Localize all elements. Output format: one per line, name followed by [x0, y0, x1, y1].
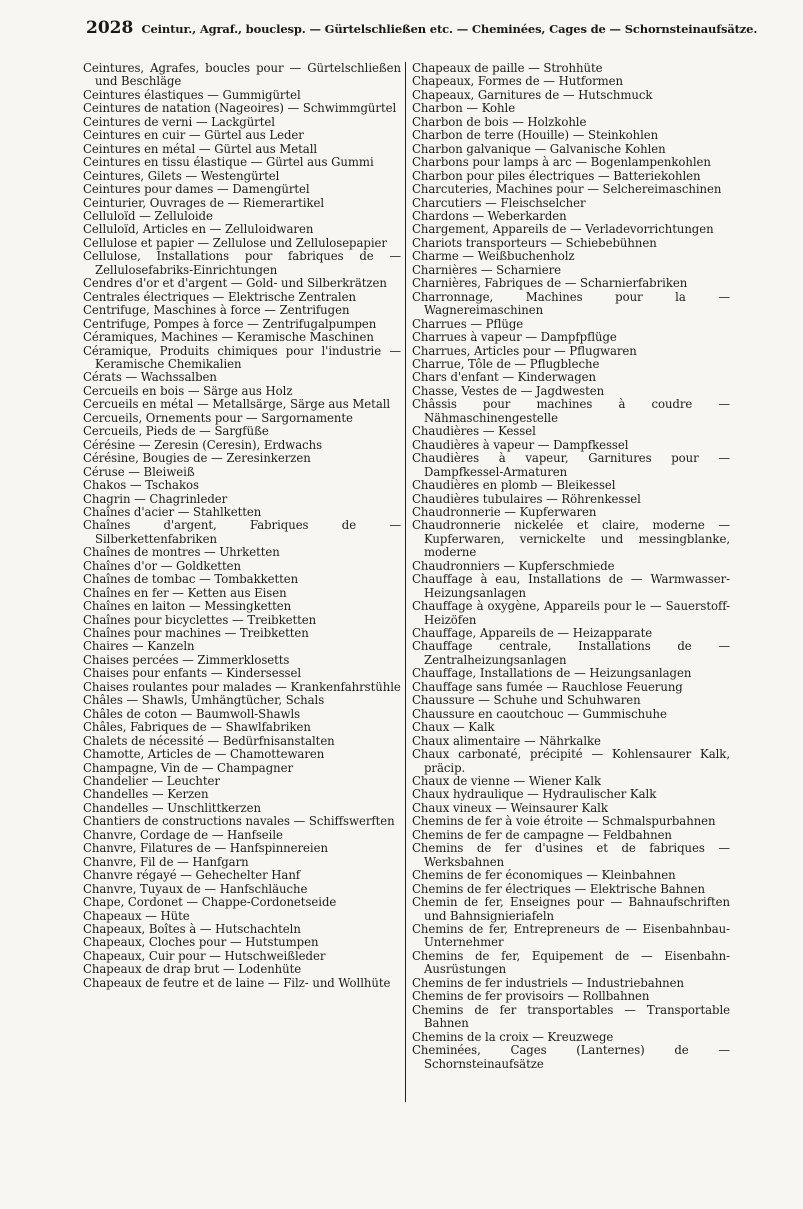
dictionary-entry: Chandelier — Leuchter	[83, 774, 220, 789]
dictionary-entry: Cendres d'or et d'argent — Gold- und Silberkrätzen	[83, 276, 387, 291]
dictionary-entry: Chapeaux, Garnitures de — Hutschmuck	[412, 87, 653, 102]
dictionary-entry: Chaudières tubulaires — Röhrenkessel	[412, 491, 641, 506]
dictionary-entry: Centrales électriques — Elektrische Zentralen	[83, 289, 356, 304]
dictionary-entry: Chemins de fer de campagne — Feldbahnen	[412, 827, 672, 842]
dictionary-entry: Charronnage, Machines pour la — Wagnereimaschinen	[412, 289, 730, 318]
dictionary-entry: Cérésine — Zeresin (Ceresin), Erdwachs	[83, 437, 323, 452]
dictionary-entry: Chapeaux, Cuir pour — Hutschweißleder	[83, 948, 326, 963]
dictionary-entry: Chemins de fer d'usines et de fabriques — Werksbahnen	[412, 841, 730, 869]
page-number: 2028	[86, 18, 134, 38]
dictionary-entry: Charrues à vapeur — Dampfpflüge	[412, 330, 617, 345]
dictionary-entry: Charrues, Articles pour — Pflugwaren	[412, 343, 637, 358]
dictionary-entry: Chaudières en plomb — Bleikessel	[412, 478, 616, 493]
dictionary-entry: Chaînes en fer — Ketten aus Eisen	[83, 585, 287, 600]
dictionary-entry: Celluloïd, Articles en — Zelluloidwaren	[83, 222, 314, 237]
dictionary-entry: Centrifuge, Maschines à force — Zentrifugen	[83, 303, 350, 318]
dictionary-entry: Chemins de fer, Entrepreneurs de — Eisenbahnbau-Unternehmer	[412, 922, 730, 950]
dictionary-entry: Ceintures, Agrafes, boucles pour — Gürtelschließen und Beschläge	[83, 61, 401, 89]
dictionary-entry: Chaux vineux — Weinsaurer Kalk	[412, 800, 608, 815]
dictionary-entry: Ceintures de verni — Lackgürtel	[83, 114, 275, 129]
dictionary-entry: Charbon de bois — Holzkohle	[412, 114, 587, 129]
dictionary-entry: Chaînes pour machines — Treibketten	[83, 626, 309, 641]
dictionary-entry: Chemin de fer, Enseignes pour — Bahnaufschriften und Bahnsignieriafeln	[412, 895, 730, 923]
dictionary-entry: Chanvre régayé — Gehechelter Hanf	[83, 868, 301, 883]
dictionary-entry: Chauffage, Installations de — Heizungsanlagen	[412, 666, 692, 681]
dictionary-entry: Chaudières — Kessel	[412, 424, 536, 439]
column-divider	[405, 62, 406, 1102]
dictionary-entry: Charnières — Scharniere	[412, 262, 561, 277]
dictionary-entry: Chaux de vienne — Wiener Kalk	[412, 774, 602, 789]
left-column	[83, 62, 401, 990]
dictionary-entry: Cheminées, Cages (Lanternes) de — Schornsteinaufsätze	[412, 1043, 730, 1071]
dictionary-entry: Cellulose et papier — Zellulose und Zellulosepapier	[83, 235, 387, 250]
dictionary-entry: Chaudières à vapeur — Dampfkessel	[412, 437, 629, 452]
dictionary-entry: Ceintures, Gilets — Westengürtel	[83, 168, 280, 183]
dictionary-entry: Cercueils, Ornements pour — Sargornamente	[83, 410, 353, 425]
dictionary-entry: Chalets de nécessité — Bedürfnisanstalten	[83, 733, 335, 748]
right-column	[409, 62, 730, 1071]
dictionary-entry: Chaussure en caoutchouc — Gummischuhe	[412, 706, 667, 721]
dictionary-entry: Ceintures en métal — Gürtel aus Metall	[83, 141, 318, 156]
dictionary-entry: Ceinturier, Ouvrages de — Riemerartikel	[83, 195, 325, 210]
dictionary-entry: Céramiques, Machines — Keramische Maschinen	[83, 330, 374, 345]
dictionary-entry: Chariots transporteurs — Schiebebühnen	[412, 235, 657, 250]
dictionary-entry: Ceintures élastiques — Gummigürtel	[83, 87, 301, 102]
dictionary-entry: Chaudronniers — Kupferschmiede	[412, 558, 615, 573]
dictionary-entry: Chaînes d'argent, Fabriques de — Silberkettenfabriken	[83, 518, 401, 546]
dictionary-entry: Charbon galvanique — Galvanische Kohlen	[412, 141, 666, 156]
dictionary-entry: Chaînes d'acier — Stahlketten	[83, 504, 262, 519]
dictionary-entry: Chaussure — Schuhe und Schuhwaren	[412, 693, 641, 708]
dictionary-entry: Chaires — Kanzeln	[83, 639, 195, 654]
dictionary-entry: Chauffage centrale, Installations de — Zentralheizungsanlagen	[412, 639, 730, 667]
dictionary-entry: Charrues — Pflüge	[412, 316, 524, 331]
dictionary-entry: Chemins de fer à voie étroite — Schmalspurbahnen	[412, 814, 716, 829]
dictionary-entry: Châles de coton — Baumwoll-Shawls	[83, 706, 301, 721]
dictionary-entry: Chandelles — Unschlittkerzen	[83, 800, 261, 815]
dictionary-entry: Cérésine, Bougies de — Zeresinkerzen	[83, 451, 311, 466]
dictionary-entry: Cercueils, Pieds de — Sargfüße	[83, 424, 269, 439]
dictionary-entry: Céruse — Bleiweiß	[83, 464, 195, 479]
dictionary-entry: Chaudronnerie nickelée et claire, moderne — Kupferwaren, vernickelte und messingblanke, moderne	[412, 518, 730, 560]
dictionary-entry: Charcuteries, Machines pour — Selchereimaschinen	[412, 182, 722, 197]
dictionary-entry: Charbon de terre (Houille) — Steinkohlen	[412, 128, 659, 143]
dictionary-entry: Chaises pour enfants — Kindersessel	[83, 666, 302, 681]
dictionary-entry: Chakos — Tschakos	[83, 478, 199, 493]
page-header	[86, 18, 758, 38]
dictionary-entry: Cercueils en métal — Metallsärge, Särge aus Metall	[83, 397, 391, 412]
dictionary-entry: Charcutiers — Fleischselcher	[412, 195, 586, 210]
dictionary-entry: Châles, Fabriques de — Shawlfabriken	[83, 720, 311, 735]
dictionary-entry: Châles — Shawls, Umhängtücher, Schals	[83, 693, 325, 708]
dictionary-entry: Chandelles — Kerzen	[83, 787, 209, 802]
dictionary-entry: Charbons pour lamps à arc — Bogenlampenkohlen	[412, 155, 711, 170]
dictionary-entry: Chaises percées — Zimmerklosetts	[83, 652, 290, 667]
dictionary-entry: Chaînes de tombac — Tombakketten	[83, 572, 299, 587]
dictionary-entry: Cercueils en bois — Särge aus Holz	[83, 383, 293, 398]
dictionary-entry: Chapeaux de feutre et de laine — Filz- und Wollhüte	[83, 975, 391, 990]
dictionary-entry: Ceintures en tissu élastique — Gürtel aus Gummi	[83, 155, 374, 170]
dictionary-entry: Charbon pour piles électriques — Batteriekohlen	[412, 168, 701, 183]
dictionary-entry: Châssis pour machines à coudre — Nähmaschinengestelle	[412, 397, 730, 425]
dictionary-entry: Chaudières à vapeur, Garnitures pour — Dampfkessel-Armaturen	[412, 451, 730, 479]
dictionary-entry: Chauffage à oxygène, Appareils pour le — Sauerstoff-Heizöfen	[412, 599, 730, 627]
dictionary-entry: Chaînes d'or — Goldketten	[83, 558, 241, 573]
dictionary-entry: Chanvre, Cordage de — Hanfseile	[83, 827, 283, 842]
dictionary-entry: Chapeaux, Formes de — Hutformen	[412, 74, 624, 89]
dictionary-entry: Chauffage, Appareils de — Heizapparate	[412, 626, 653, 641]
dictionary-entry: Chemins de fer provisoirs — Rollbahnen	[412, 989, 650, 1004]
dictionary-entry: Chapeaux de drap brut — Lodenhüte	[83, 962, 302, 977]
dictionary-entry: Chamotte, Articles de — Chamottewaren	[83, 747, 325, 762]
dictionary-entry: Chaises roulantes pour malades — Krankenfahrstühle	[83, 679, 401, 694]
dictionary-entry: Chauffage à eau, Installations de — Warmwasser-Heizungsanlagen	[412, 572, 730, 600]
dictionary-entry: Chardons — Weberkarden	[412, 208, 567, 223]
dictionary-entry: Chapeaux — Hüte	[83, 908, 190, 923]
dictionary-entry: Chaudronnerie — Kupferwaren	[412, 504, 597, 519]
dictionary-entry: Chanvre, Tuyaux de — Hanfschläuche	[83, 881, 308, 896]
dictionary-entry: Ceintures pour dames — Damengürtel	[83, 182, 310, 197]
dictionary-entry: Chemins de la croix — Kreuzwege	[412, 1029, 614, 1044]
dictionary-entry: Chauffage sans fumée — Rauchlose Feuerung	[412, 679, 683, 694]
dictionary-entry: Chapeaux de paille — Strohhüte	[412, 61, 603, 75]
running-head: Ceintur., Agraf., bouclesp. — Gürtelschließen etc. — Cheminées, Cages de — Schornsteinaufsätze.	[141, 22, 758, 36]
dictionary-entry: Chaux — Kalk	[412, 720, 495, 735]
dictionary-entry: Celluloïd — Zelluloide	[83, 208, 213, 223]
dictionary-entry: Ceintures de natation (Nageoires) — Schwimmgürtel	[83, 101, 397, 116]
dictionary-entry: Chargement, Appareils de — Verladevorrichtungen	[412, 222, 714, 237]
dictionary-entry: Chemins de fer, Equipement de — Eisenbahn-Ausrüstungen	[412, 948, 730, 977]
dictionary-entry: Chantiers de constructions navales — Schiffswerften	[83, 814, 395, 829]
dictionary-entry: Chape, Cordonet — Chappe-Cordonetseide	[83, 895, 337, 910]
dictionary-entry: Chasse, Vestes de — Jagdwesten	[412, 383, 605, 398]
dictionary-entry: Chanvre, Fil de — Hanfgarn	[83, 854, 249, 869]
dictionary-entry: Chemins de fer économiques — Kleinbahnen	[412, 868, 676, 883]
dictionary-entry: Charrue, Tôle de — Pflugbleche	[412, 356, 600, 371]
dictionary-entry: Ceintures en cuir — Gürtel aus Leder	[83, 128, 304, 143]
dictionary-entry: Chaux carbonaté, précipité — Kohlensaurer Kalk, präcip.	[412, 747, 730, 775]
dictionary-entry: Chaînes en laiton — Messingketten	[83, 599, 292, 614]
dictionary-entry: Chanvre, Filatures de — Hanfspinnereien	[83, 841, 328, 856]
dictionary-entry: Charme — Weißbuchenholz	[412, 249, 575, 264]
dictionary-entry: Cérats — Wachssalben	[83, 370, 217, 385]
dictionary-entry: Chemins de fer électriques — Elektrische Bahnen	[412, 881, 705, 896]
dictionary-entry: Chars d'enfant — Kinderwagen	[412, 370, 596, 385]
dictionary-entry: Chaux alimentaire — Nährkalke	[412, 733, 601, 748]
dictionary-entry: Chemins de fer transportables — Transportable Bahnen	[412, 1002, 730, 1031]
dictionary-entry: Chaînes pour bicyclettes — Treibketten	[83, 612, 317, 627]
dictionary-entry: Chagrin — Chagrinleder	[83, 491, 228, 506]
dictionary-entry: Céramique, Produits chimiques pour l'industrie — Keramische Chemikalien	[83, 343, 401, 371]
dictionary-entry: Centrifuge, Pompes à force — Zentrifugalpumpen	[83, 316, 377, 331]
dictionary-entry: Charnières, Fabriques de — Scharnierfabriken	[412, 276, 688, 291]
dictionary-entry: Chemins de fer industriels — Industriebahnen	[412, 975, 685, 990]
dictionary-entry: Chaînes de montres — Uhrketten	[83, 545, 280, 560]
dictionary-entry: Champagne, Vin de — Champagner	[83, 760, 294, 775]
dictionary-entry: Chaux hydraulique — Hydraulischer Kalk	[412, 787, 657, 802]
dictionary-entry: Chapeaux, Cloches pour — Hutstumpen	[83, 935, 319, 950]
dictionary-entry: Cellulose, Installations pour fabriques de — Zellulosefabriks-Einrichtungen	[83, 249, 401, 277]
dictionary-entry: Charbon — Kohle	[412, 101, 516, 116]
dictionary-entry: Chapeaux, Boîtes à — Hutschachteln	[83, 922, 301, 936]
